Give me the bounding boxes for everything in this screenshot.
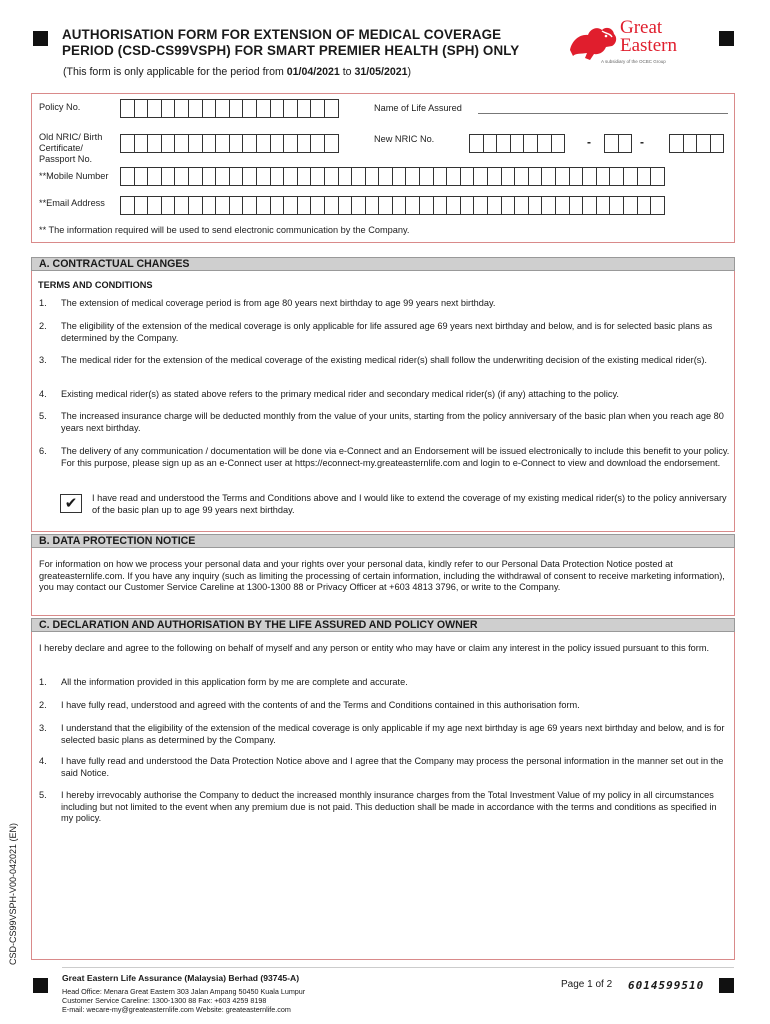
a-item-6-text: The delivery of any communication / documentation will be done via e-Connect and an Endorsement will be issued electronically to include this benefit to your policy. For this purpose, please sign up as an e-Connect user at https://econnect-my.greateasternlife.com and login to e-Connect to view and download the endorsement.: [61, 446, 730, 468]
a-item-3-text: The medical rider for the extension of the medical coverage of the existing medical rider(s) shall follow the underwriting decision of the existing medical rider(s).: [61, 355, 707, 365]
logo-wordmark: [620, 19, 677, 55]
contact-note: ** The information required will be used to send electronic communication by the Company.: [39, 225, 410, 235]
policy-no-label: Policy No.: [39, 102, 81, 112]
footer-address: Head Office: Menara Great Eastern 303 Jalan Ampang 50450 Kuala Lumpur: [62, 987, 306, 996]
footer-email: E-mail: wecare-my@greateasternlife.com Website: greateasternlife.com: [62, 1005, 291, 1014]
terms-heading: TERMS AND CONDITIONS: [38, 280, 153, 290]
new-nric-field-part3[interactable]: [669, 134, 723, 153]
c-item-5-text: I hereby irrevocably authorise the Company to deduct the increased monthly insurance charges from the Total Investment Value of my policy in all circumstances including but not limited to the event when any premium due is not paid. This deduction shall be made in accordance with the terms and conditions as specified in my policy.: [61, 790, 717, 824]
new-nric-field-part2[interactable]: [604, 134, 631, 153]
consent-checkbox[interactable]: ✔: [60, 494, 82, 513]
c-item-5-num: 5.: [39, 790, 47, 800]
old-nric-field[interactable]: [120, 134, 338, 153]
a-item-1-text: The extension of medical coverage period is from age 80 years next birthday to age 99 years next birthday.: [61, 298, 496, 308]
subtitle-mid: to: [339, 66, 355, 78]
lion-icon: [566, 20, 620, 62]
c-item-2-num: 2.: [39, 700, 47, 710]
a-item-2-num: 2.: [39, 321, 47, 331]
section-a-heading: A. CONTRACTUAL CHANGES: [31, 257, 735, 271]
declaration-intro: I hereby declare and agree to the following on behalf of myself and any person or entity who may have or claim any interest in the policy issued pursuant to this form.: [39, 643, 710, 653]
registration-mark-bottom-left: [33, 978, 48, 993]
nric-dash-1: -: [587, 135, 591, 149]
document-code: 6014599510: [628, 979, 705, 992]
c-item-2-text: I have fully read, understood and agreed with the contents of and the Terms and Conditions contained in this authorisation form.: [61, 700, 580, 710]
personal-details-box: [31, 93, 735, 243]
c-item-1-num: 1.: [39, 677, 47, 687]
footer-careline: Customer Service Careline: 1300-1300 88 Fax: +603 4259 8198: [62, 996, 267, 1005]
form-title: [62, 27, 519, 59]
c-item-3-num: 3.: [39, 723, 47, 733]
date-to: 31/05/2021: [354, 66, 408, 78]
old-nric-label: Old NRIC/ Birth Certificate/ Passport No.: [39, 132, 103, 164]
new-nric-label: New NRIC No.: [374, 134, 435, 144]
page-number: Page 1 of 2: [561, 979, 613, 990]
logo-tagline: A subsidiary of the OCBC Group: [601, 59, 666, 64]
footer-divider: [62, 967, 734, 968]
section-c-heading: C. DECLARATION AND AUTHORISATION BY THE LIFE ASSURED AND POLICY OWNER: [31, 618, 735, 632]
a-item-5-num: 5.: [39, 411, 47, 421]
a-item-4-text: Existing medical rider(s) as stated above refers to the primary medical rider and secondary medical rider(s) (if any) attaching to the policy.: [61, 389, 619, 399]
a-item-2-text: The eligibility of the extension of the medical coverage is only applicable for life assured age 69 years next birthday and below, and is for selected basic plans as determined by the Company.: [61, 321, 713, 343]
email-field[interactable]: [120, 196, 664, 215]
c-item-3-text: I understand that the eligibility of the extension of the medical coverage is only applicable if my age next birthday is age 69 years next birthday and below, and is for selected basic plans as determined by the Company.: [61, 723, 725, 745]
registration-mark-bottom-right: [719, 978, 734, 993]
c-item-1-text: All the information provided in this application form by me are complete and accurate.: [61, 677, 408, 687]
logo-line1: Great: [620, 17, 663, 38]
a-item-1-num: 1.: [39, 298, 47, 308]
form-subtitle: [63, 66, 411, 78]
a-item-3-num: 3.: [39, 355, 47, 365]
a-item-5-text: The increased insurance charge will be deducted monthly from the value of your units, starting from the policy anniversary of the basic plan when you reach age 80 years next birthday.: [61, 411, 724, 433]
consent-text: I have read and understood the Terms and Conditions above and I would like to extend the coverage of my existing medical rider(s) to the policy anniversary of the basic plan up to age 99 years next birthday.: [92, 493, 727, 515]
life-assured-label: Name of Life Assured: [374, 103, 462, 113]
great-eastern-logo: [566, 17, 696, 70]
logo-line2: Eastern: [620, 35, 677, 56]
a-item-6-num: 6.: [39, 446, 47, 456]
life-assured-field[interactable]: [478, 113, 728, 114]
form-title-line1: AUTHORISATION FORM FOR EXTENSION OF MEDICAL COVERAGE: [62, 27, 502, 42]
c-item-4-num: 4.: [39, 756, 47, 766]
subtitle-suffix: ): [407, 66, 412, 78]
nric-dash-2: -: [640, 135, 644, 149]
email-label: **Email Address: [39, 198, 105, 208]
subtitle-prefix: (This form is only applicable for the period from: [63, 66, 287, 78]
mobile-label: **Mobile Number: [39, 171, 109, 181]
registration-mark-top-left: [33, 31, 48, 46]
new-nric-field-part1[interactable]: [469, 134, 564, 153]
data-protection-text: For information on how we process your personal data and your rights over your personal data, kindly refer to our Personal Data Protection Notice posted at greateasternlife.com. If you have any inquiry (such as limiting the processing of certain information, including the withdrawal of consent to receive marketing information), you may contact our Customer Service Careline at 1300-1300 88 or Privacy Officer at +603 4813 3796, or write to the Company.: [39, 559, 725, 593]
date-from: 01/04/2021: [286, 66, 340, 78]
c-item-4-text: I have fully read and understood the Data Protection Notice above and I agree that the Company may process the personal information in the manner set out in the said Notice.: [61, 756, 724, 778]
policy-no-field[interactable]: [120, 99, 338, 118]
mobile-field[interactable]: [120, 167, 664, 186]
a-item-4-num: 4.: [39, 389, 47, 399]
section-b-heading: B. DATA PROTECTION NOTICE: [31, 534, 735, 548]
form-title-line2: PERIOD (CSD-CS99VSPH) FOR SMART PREMIER HEALTH (SPH) ONLY: [62, 43, 520, 58]
registration-mark-top-right: [719, 31, 734, 46]
side-form-code: CSD-CS99VSPH-V00-042021 (EN): [8, 822, 18, 965]
footer-company: Great Eastern Life Assurance (Malaysia) Berhad (93745-A): [62, 973, 300, 983]
